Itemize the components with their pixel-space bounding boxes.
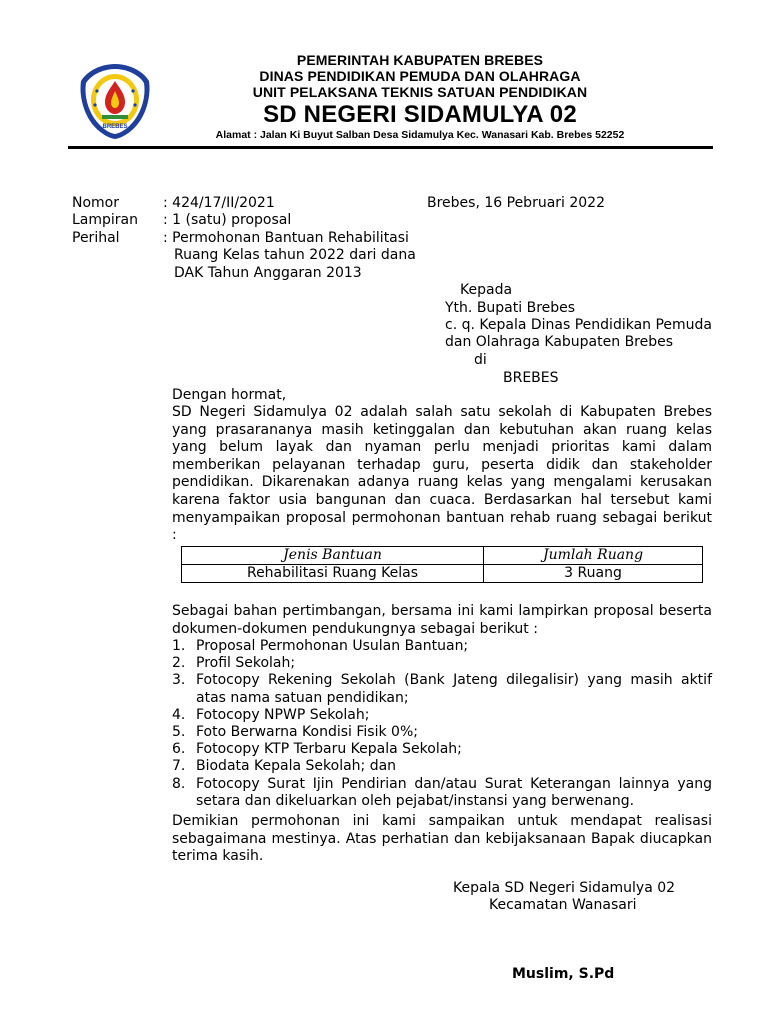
recipient-cq-line-1: c. q. Kepala Dinas Pendidikan Pemuda: [445, 317, 713, 333]
signatory-name: Muslim, S.Pd: [512, 966, 615, 982]
svg-text:BREBES: BREBES: [102, 124, 128, 130]
list-item-number: 6.: [172, 741, 186, 758]
list-item: [172, 655, 712, 672]
perihal-line-2: Ruang Kelas tahun 2022 dari dana: [174, 247, 416, 263]
table-header-jumlah: Jumlah Ruang: [484, 547, 703, 565]
perihal-label: Perihal: [72, 230, 120, 246]
perihal-line-1: : Permohonan Bantuan Rehabilitasi: [163, 230, 409, 246]
list-item-number: 1.: [172, 638, 186, 654]
table-header-row: [182, 547, 703, 565]
recipient-yth: Yth. Bupati Brebes: [445, 300, 576, 316]
table-row: [182, 565, 703, 583]
brebes-regency-logo: [75, 61, 155, 141]
assistance-table: [181, 546, 703, 583]
perihal-line-3: DAK Tahun Anggaran 2013: [174, 265, 362, 281]
letterhead: [175, 52, 665, 129]
list-item-text: Fotocopy Rekening Sekolah (Bank Jateng dilegalisir) yang masih aktif atas nama satuan pendidikan;: [196, 672, 712, 706]
table-cell-jumlah: 3 Ruang: [484, 565, 703, 583]
school-address: Alamat : Jalan Ki Buyut Salban Desa Sidamulya Kec. Wanasari Kab. Brebes 52252: [215, 129, 625, 141]
list-item-text: Foto Berwarna Kondisi Fisik 0%;: [196, 724, 418, 741]
school-name: SD NEGERI SIDAMULYA 02: [263, 101, 577, 128]
list-item: [172, 672, 712, 706]
signature-title: Kepala SD Negeri Sidamulya 02: [453, 880, 676, 896]
list-item: [172, 741, 712, 758]
place-date: Brebes, 16 Pebruari 2022: [427, 195, 606, 211]
list-item-text: Profil Sekolah;: [196, 655, 296, 672]
recipient-city: BREBES: [503, 370, 559, 386]
lampiran-label: Lampiran: [72, 212, 139, 228]
signature-district: Kecamatan Wanasari: [489, 897, 637, 913]
list-item-number: 3.: [172, 672, 186, 689]
salutation: Dengan hormat,: [172, 387, 287, 403]
letterhead-line-2: DINAS PENDIDIKAN PEMUDA DAN OLAHRAGA: [259, 68, 581, 84]
closing-paragraph: Demikian permohonan ini kami sampaikan untuk mendapat realisasi sebagaimana mestinya. Atas perhatian dan kebijaksanaan Bapak diucapkan terima kasih.: [172, 813, 712, 865]
nomor-value: : 424/17/II/2021: [163, 195, 275, 211]
list-item: [172, 724, 712, 741]
list-item-text: Fotocopy NPWP Sekolah;: [196, 706, 370, 723]
list-item: [172, 638, 712, 655]
letterhead-divider: [68, 146, 713, 149]
nomor-label: Nomor: [72, 195, 119, 211]
table-cell-jenis: Rehabilitasi Ruang Kelas: [182, 565, 484, 583]
list-item-text: Proposal Permohonan Usulan Bantuan;: [196, 638, 469, 654]
letterhead-line-3: UNIT PELAKSANA TEKNIS SATUAN PENDIDIKAN: [252, 84, 588, 100]
list-item-text: Fotocopy KTP Terbaru Kepala Sekolah;: [196, 741, 462, 758]
recipient-di: di: [474, 352, 487, 368]
list-item: [172, 776, 712, 810]
list-item-text: Biodata Kepala Sekolah; dan: [196, 758, 397, 775]
attachment-list: [172, 638, 712, 810]
list-item-number: 8.: [172, 775, 186, 792]
list-item-number: 7.: [172, 758, 186, 775]
recipient-cq-line-2: dan Olahraga Kabupaten Brebes: [445, 334, 674, 350]
letterhead-line-1: PEMERINTAH KABUPATEN BREBES: [296, 52, 544, 68]
list-item: [172, 758, 712, 775]
list-item-text: Fotocopy Surat Ijin Pendirian dan/atau Surat Keterangan lainnya yang setara dan dikeluarkan oleh pejabat/instansi yang berwenang.: [196, 775, 712, 809]
list-item: [172, 707, 712, 724]
list-item-number: 2.: [172, 655, 186, 672]
list-item-number: 4.: [172, 706, 186, 723]
body-paragraph-1: SD Negeri Sidamulya 02 adalah salah satu sekolah di Kabupaten Brebes yang prasarananya masih ketinggalan dan kebutuhan akan ruang kelas yang belum layak dan nyaman perlu menjadi prioritas kami dalam memberikan pelayanan terhadap guru, peserta didik dan stakeholder pendidikan. Dikarenakan adanya ruang kelas yang mengalami kerusakan karena faktor usia bangunan dan cuaca. Berdasarkan hal tersebut kami menyampaikan proposal permohonan bantuan rehab ruang sebagai berikut :: [172, 404, 712, 544]
list-item-number: 5.: [172, 724, 186, 741]
body-paragraph-2: Sebagai bahan pertimbangan, bersama ini kami lampirkan proposal beserta dokumen-dokumen pendukungnya sebagai berikut :: [172, 603, 712, 637]
lampiran-value: : 1 (satu) proposal: [163, 212, 292, 228]
recipient-kepada: Kepada: [460, 282, 513, 298]
table-header-jenis: Jenis Bantuan: [182, 547, 484, 565]
